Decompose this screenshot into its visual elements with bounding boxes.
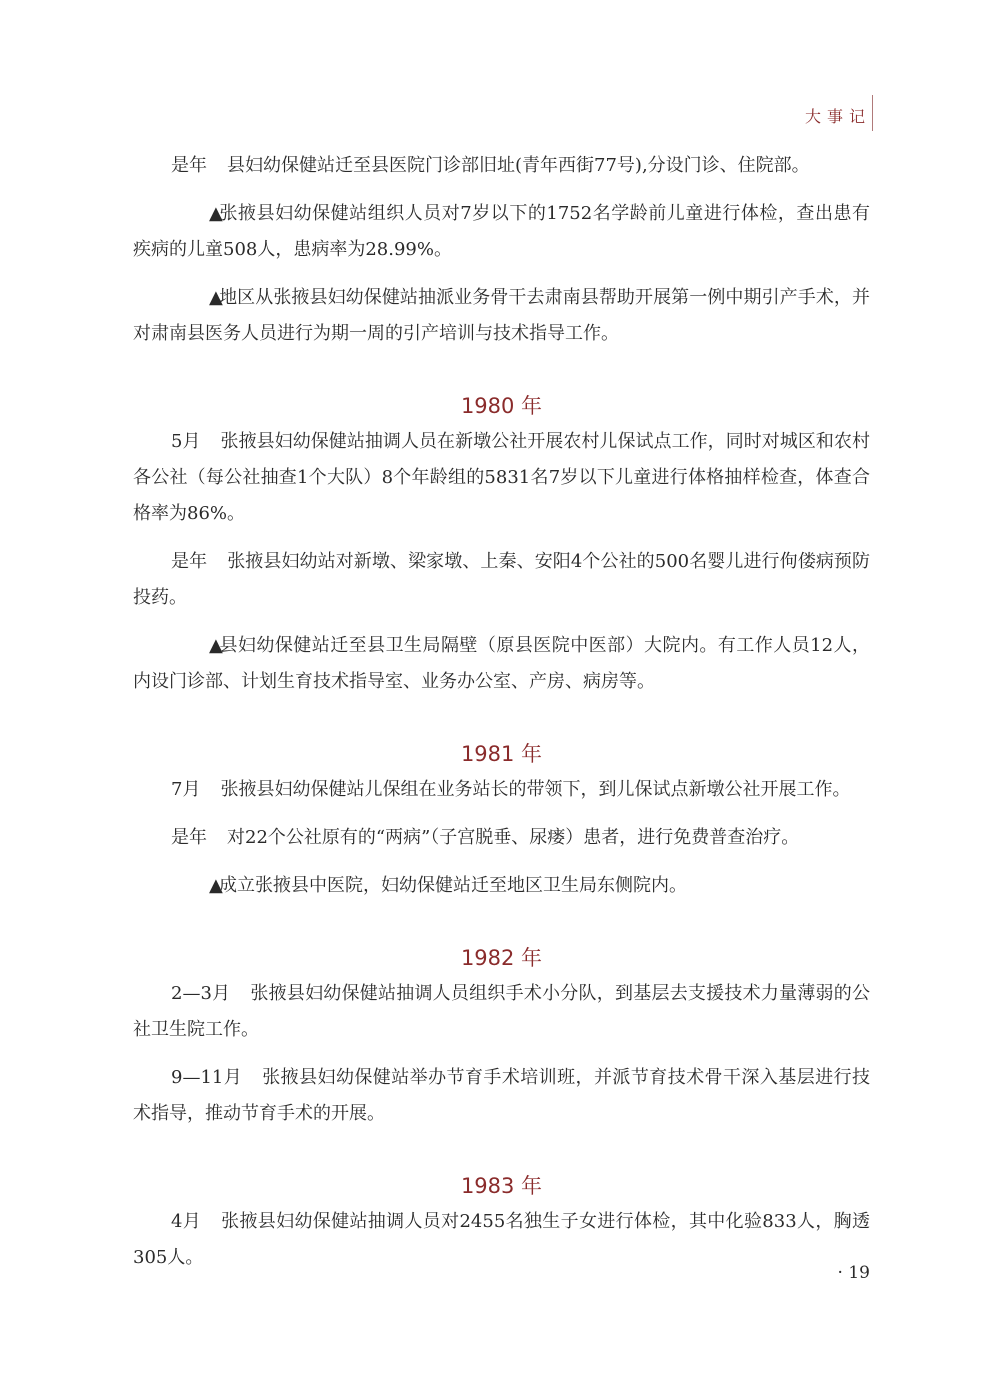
entry [133,868,870,904]
entry-text: 张掖县妇幼站对新墩、梁家墩、上秦、安阳4个公社的500名婴儿进行佝偻病预防投药。 [133,551,871,608]
entry [133,196,870,268]
entry-text: 张掖县妇幼保健站抽调人员对2455名独生子女进行体检，其中化验833人，胸透305人。 [133,1211,870,1268]
entry-text: 张掖县妇幼保健站儿保组在业务站长的带领下，到儿保试点新墩公社开展工作。 [220,779,851,800]
entry-lead: 是年 [171,827,207,848]
entry-lead: 2—3月 [171,983,231,1004]
entry-lead: 7月 [171,779,201,800]
header-rule [872,95,873,131]
year-heading: 1982 年 [460,946,543,970]
entry-text: 地区从张掖县妇幼保健站抽派业务骨干去肃南县帮助开展第一例中期引产手术，并对肃南县医务人员进行为期一周的引产培训与技术指导工作。 [133,287,870,344]
entry [133,628,870,700]
entry [133,976,870,1048]
year-heading: 1980 年 [460,394,543,418]
entry-lead: 5月 [171,431,201,452]
triangle-bullet: ▲ [209,203,223,224]
entry-lead: 是年 [171,551,208,572]
entry [133,772,870,808]
entry-text: 张掖县妇幼保健站组织人员对7岁以下的1752名学龄前儿童进行体检，查出患有疾病的儿童508人，患病率为28.99%。 [133,203,870,260]
entry-text: 张掖县妇幼保健站举办节育手术培训班，并派节育技术骨干深入基层进行技术指导，推动节育手术的开展。 [133,1067,870,1124]
entry-text: 县妇幼保健站迁至县医院门诊部旧址(青年西街77号),分设门诊、住院部。 [227,155,810,176]
entry [133,544,870,616]
entry-lead: 9—11月 [171,1067,243,1088]
triangle-bullet: ▲ [209,635,223,656]
entry-text: 张掖县妇幼保健站抽调人员组织手术小分队，到基层去支援技术力量薄弱的公社卫生院工作。 [133,983,871,1040]
triangle-bullet: ▲ [209,875,223,896]
entry [133,1060,870,1132]
year-heading: 1981 年 [460,742,543,766]
entry [133,1204,870,1276]
entry-text: 对22个公社原有的“两病”（子宫脱垂、尿瘘）患者，进行免费普查治疗。 [227,827,800,848]
page-body [133,148,870,1288]
entry [133,148,870,184]
entry-lead: 是年 [171,155,207,176]
entry-text: 张掖县妇幼保健站抽调人员在新墩公社开展农村儿保试点工作，同时对城区和农村各公社（每公社抽查1个大队）8个年龄组的5831名7岁以下儿童进行体格抽样检查，体查合格率为86%。 [133,431,871,524]
running-header: 大事记 [804,107,871,126]
entry [133,820,870,856]
entry-text: 县妇幼保健站迁至县卫生局隔壁（原县医院中医部）大院内。有工作人员12人，内设门诊部、计划生育技术指导室、业务办公室、产房、病房等。 [133,635,870,692]
page-number: · 19 [837,1263,870,1283]
entry [133,280,870,352]
year-heading: 1983 年 [460,1174,543,1198]
entry-text: 成立张掖县中医院，妇幼保健站迁至地区卫生局东侧院内。 [219,875,687,896]
triangle-bullet: ▲ [209,287,223,308]
entry [133,424,870,532]
entry-lead: 4月 [171,1211,202,1232]
